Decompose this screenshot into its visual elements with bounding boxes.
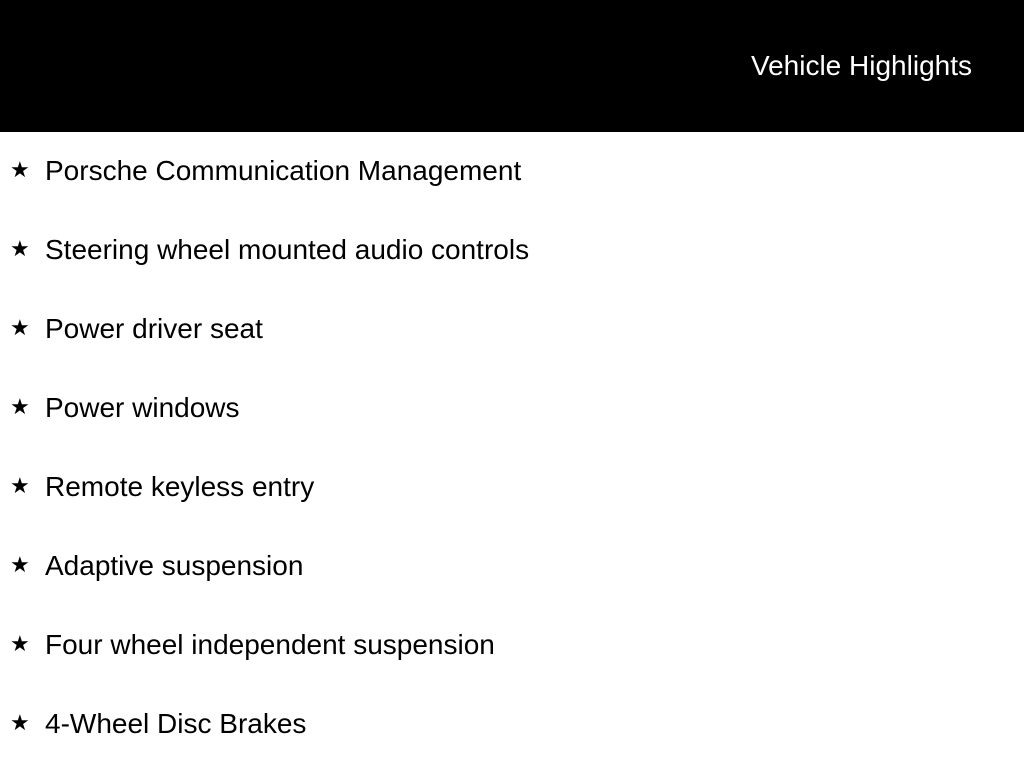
star-icon: ★: [10, 631, 30, 656]
star-icon: ★: [10, 710, 30, 735]
highlight-label: Power windows: [45, 392, 240, 423]
list-item: [0, 132, 1024, 211]
star-icon: ★: [10, 473, 30, 498]
star-icon: ★: [10, 157, 30, 182]
list-item: [0, 606, 1024, 685]
highlight-label: Steering wheel mounted audio controls: [45, 234, 530, 265]
star-icon: ★: [10, 236, 30, 261]
star-icon: ★: [10, 552, 30, 577]
highlight-label: 4-Wheel Disc Brakes: [45, 708, 307, 739]
list-item: [0, 448, 1024, 527]
highlight-label: Power driver seat: [45, 313, 263, 344]
highlight-label: Remote keyless entry: [45, 471, 315, 502]
highlights-list: [0, 132, 1024, 764]
highlight-label: Adaptive suspension: [45, 550, 304, 581]
header-bar: [0, 0, 1024, 132]
highlight-label: Four wheel independent suspension: [45, 629, 495, 660]
list-item: [0, 290, 1024, 369]
list-item: [0, 527, 1024, 606]
star-icon: ★: [10, 315, 30, 340]
highlight-label: Porsche Communication Management: [45, 155, 522, 186]
list-item: [0, 685, 1024, 764]
list-item: [0, 369, 1024, 448]
list-item: [0, 211, 1024, 290]
star-icon: ★: [10, 394, 30, 419]
page-title: Vehicle Highlights: [750, 50, 972, 81]
